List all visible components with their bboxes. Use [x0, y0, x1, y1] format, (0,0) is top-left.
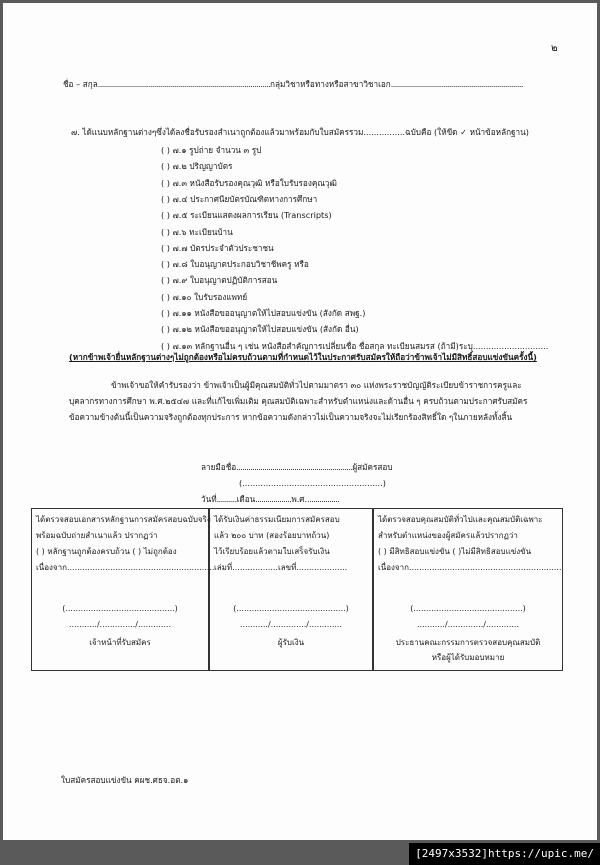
box3-line: ได้ตรวจสอบคุณสมบัติทั่วไปและคุณสมบัติเฉพาะ	[378, 515, 543, 524]
declaration-line-3: ข้อความข้างต้นนี้เป็นความจริงถูกต้องทุกประการ หากข้อความดังกล่าวไม่เป็นความจริงจะไม่เรียกร้องสิทธิ์ใด ๆในภายหลังทั้งสิ้น	[69, 412, 513, 422]
document-page	[3, 3, 597, 840]
page-number: ๒	[551, 43, 558, 54]
group-dots: ..................................................................	[390, 79, 523, 89]
evidence-item: ( ) ๗.๔ ประกาศนียบัตรบัณฑิตทางการศึกษา	[161, 193, 318, 204]
month-dots: ..................	[255, 494, 292, 504]
date-line	[201, 494, 339, 505]
box3-line: สำหรับตำแหน่งของผู้สมัครแล้วปรากฏว่า	[378, 531, 518, 540]
date-label: วันที่	[201, 494, 217, 504]
signature-label: ลายมือชื่อ	[201, 462, 237, 472]
box1-line: พร้อมฉบับถ่ายสำเนาแล้ว ปรากฏว่า	[36, 531, 158, 540]
box2-name-paren: (...........................................)	[233, 604, 349, 613]
year-dots: ................	[307, 494, 340, 504]
name-line	[63, 79, 523, 90]
fee-receipt-box	[209, 508, 373, 671]
month-label: เดือน	[236, 494, 256, 504]
box3-line: เนื่องจาก............................................................	[378, 563, 562, 572]
section7-intro: ๗. ได้แนบหลักฐานต่างๆซึ่งได้ลงชื่อรับรองสำเนาถูกต้องแล้วมาพร้อมกับใบสมัครรวม................ฉบับคือ (ให้ขีด ✓ หน้าข้อหลักฐาน)	[71, 127, 529, 137]
evidence-note: (หากข้าพเจ้ายื่นหลักฐานต่างๆไม่ถูกต้องหรือไม่ครบถ้วนตามที่กำหนดไว้ในประกาศรับสมัครให้ถือว่าข้าพเจ้าไม่มีสิทธิ์สอบแข่งขันครั้งนี้)	[69, 352, 537, 362]
box2-line: เล่มที่..................เลขที่....................	[214, 563, 348, 572]
evidence-item: ( ) ๗.๒ ปริญญาบัตร	[161, 161, 233, 172]
box1-name-paren: (...........................................)	[62, 604, 178, 613]
box3-date: .........../............../.............	[416, 620, 520, 629]
box1-title: เจ้าหน้าที่รับสมัคร	[89, 638, 151, 647]
box1-line: เนื่องจาก..........................................................	[36, 563, 215, 572]
qualification-check-box	[373, 508, 563, 671]
document-check-box	[31, 508, 215, 671]
evidence-item: ( ) ๗.๑๐ ใบรับรองแพทย์	[161, 291, 248, 302]
evidence-item: ( ) ๗.๘ ใบอนุญาตประกอบวิชาชีพครู หรือ	[161, 259, 309, 270]
box3-line: ( ) มีสิทธิสอบแข่งขัน ( )ไม่มีสิทธิสอบแข่งขัน	[378, 547, 532, 556]
evidence-item: ( ) ๗.๑๓ หลักฐานอื่น ๆ เช่น หนังสือสำคัญการเปลี่ยนชื่อ ชื่อสกุล ทะเบียนสมรส (ถ้ามี)ระบุ.............................	[161, 340, 549, 351]
name-dots: ......................................................................................	[97, 79, 270, 89]
box2-title: ผู้รับเงิน	[277, 638, 305, 647]
signature-name-paren: (......................................................)	[239, 478, 386, 488]
form-code: ใบสมัครสอบแข่งขัน คผช.ศธจ.อต.๑	[61, 775, 189, 785]
box3-title2: หรือผู้ได้รับมอบหมาย	[431, 653, 505, 662]
evidence-item: ( ) ๗.๕ ระเบียนแสดงผลการเรียน (Transcripts)	[161, 210, 332, 221]
evidence-item: ( ) ๗.๑๒ หนังสือขออนุญาตให้ไปสอบแข่งขัน (สังกัด อื่น)	[161, 324, 359, 335]
box2-date: .........../............../.............	[239, 620, 343, 629]
evidence-item: ( ) ๗.๑๑ หนังสือขออนุญาตให้ไปสอบแข่งขัน (สังกัด สพฐ.)	[161, 308, 366, 318]
evidence-item: ( ) ๗.๖ ทะเบียนบ้าน	[161, 226, 233, 237]
date-dots: ..........	[216, 494, 237, 504]
year-label: พ.ศ.	[291, 494, 308, 504]
box1-date: .........../............../.............	[68, 620, 172, 629]
box1-line: ได้ตรวจสอบเอกสารหลักฐานการสมัครสอบฉบับจริง	[36, 515, 211, 524]
group-label: กลุ่มวิชาหรือทางหรือสาขาวิชาเอก	[269, 79, 391, 89]
box2-line: ได้รับเงินค่าธรรมเนียมการสมัครสอบ	[214, 515, 340, 524]
box3-title: ประธานคณะกรรมการตรวจสอบคุณสมบัติ	[395, 638, 541, 647]
box2-line: ไว้เรียบร้อยแล้วตามใบเสร็จรับเงิน	[214, 547, 330, 556]
declaration-line-2: บุคลากรทางการศึกษา พ.ศ.๒๕๔๗ และที่แก้ไขเพิ่มเติม คุณสมบัติเฉพาะสำหรับตำแหน่งและด้านอื่น ๆ ครบถ้วนตามประกาศรับสมัคร	[69, 396, 528, 406]
name-label: ชื่อ – สกุล	[63, 79, 98, 89]
box2-line: แล้ว ๒๐๐ บาท (สองร้อยบาทถ้วน)	[214, 531, 330, 540]
box1-line: ( ) หลักฐานถูกต้องครบถ้วน ( ) ไม่ถูกต้อง	[36, 547, 177, 556]
evidence-item: ( ) ๗.๑ รูปถ่าย จำนวน ๓ รูป	[161, 145, 262, 155]
signature-line	[201, 462, 393, 473]
signature-dots: ..........................................................	[236, 462, 353, 472]
applicant-label: ผู้สมัครสอบ	[352, 462, 393, 472]
watermark-bar: [2497x3532]https://upic.me/	[409, 843, 600, 865]
box3-name-paren: (...........................................)	[410, 604, 526, 613]
evidence-item: ( ) ๗.๙ ใบอนุญาตปฏิบัติการสอน	[161, 275, 278, 286]
evidence-item: ( ) ๗.๓ หนังสือรับรองคุณวุฒิ หรือใบรับรองคุณวุฒิ	[161, 177, 337, 188]
declaration-line-1: ข้าพเจ้าขอให้คำรับรองว่า ข้าพเจ้าเป็นผู้มีคุณสมบัติทั่วไปตามมาตรา ๓๐ แห่งพระราชบัญญัติระเบียบข้าราชการครูและ	[111, 380, 522, 390]
evidence-item: ( ) ๗.๗ บัตรประจำตัวประชาชน	[161, 242, 274, 253]
